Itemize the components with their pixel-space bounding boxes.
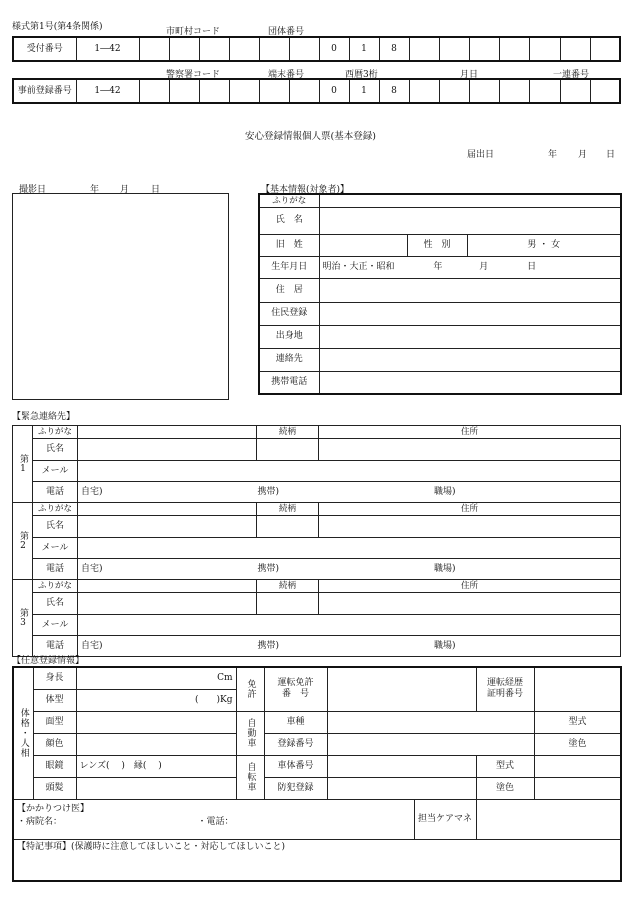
resident-reg-label: 住民登録 [259, 302, 319, 325]
em-home-label: 自宅) [81, 640, 103, 651]
em-relation-label: 続柄 [257, 580, 319, 593]
em-mail-label: メール [33, 538, 78, 559]
basic-name-label: 氏 名 [259, 207, 319, 234]
birthplace-field[interactable] [319, 325, 621, 348]
emergency-group-label: 第2 [13, 503, 33, 580]
digit-cell[interactable] [139, 79, 169, 103]
license-history-label: 運転経歴 証明番号 [476, 667, 534, 711]
city-code-label: 市町村コード [166, 27, 221, 37]
birth-field[interactable] [319, 256, 621, 278]
digit-cell[interactable] [289, 37, 319, 61]
car-label: 自動車 [236, 711, 264, 755]
em-mail-field[interactable] [78, 615, 621, 636]
car-type-label: 車種 [264, 711, 327, 733]
em-relation-field[interactable] [257, 439, 319, 461]
digit-cell[interactable] [289, 79, 319, 103]
em-address-field[interactable] [319, 516, 621, 538]
page-title: 安心登録情報個人票(基本登録) [245, 131, 376, 142]
basic-furigana-label: ふりがな [259, 194, 319, 207]
emergency-group-label: 第3 [13, 580, 33, 657]
submit-day: 日 [606, 150, 616, 160]
em-furigana-label: ふりがな [33, 580, 78, 593]
photo-month: 月 [120, 185, 130, 195]
em-mail-field[interactable] [78, 538, 621, 559]
em-phone-field[interactable] [78, 482, 621, 503]
face-field[interactable] [76, 711, 236, 733]
digit-1: 1 [349, 37, 379, 61]
em-name-label: 氏名 [33, 593, 78, 615]
build-label: 体型 [33, 689, 76, 711]
digit-cell[interactable] [199, 79, 229, 103]
birth-era: 明治・大正・昭和 [322, 261, 395, 272]
digit-cell[interactable] [409, 37, 439, 61]
mobile-label: 携帯電話 [259, 371, 319, 394]
gender-label: 性 別 [407, 234, 467, 256]
frame-no-label: 車体番号 [264, 755, 327, 777]
digit-cell[interactable] [469, 79, 499, 103]
doctor-section: 【かかりつけ医】 [17, 803, 90, 814]
car-color-label: 塗色 [534, 733, 621, 755]
em-furigana-field[interactable] [78, 580, 257, 593]
digit-0: 0 [319, 37, 349, 61]
digit-cell[interactable] [560, 37, 590, 61]
furigana-field[interactable] [319, 194, 621, 207]
doctor-phone-label: ・電話： [197, 817, 234, 827]
license-no-field[interactable] [327, 667, 476, 711]
hospital-label: ・病院名： [17, 817, 58, 827]
photo-year: 年 [90, 185, 100, 195]
crime-reg-label: 防犯登録 [264, 777, 327, 799]
digit-cell[interactable] [590, 37, 620, 61]
photo-date-label: 撮影日 [19, 185, 47, 195]
digit-cell[interactable] [499, 79, 529, 103]
em-phone-field[interactable] [78, 559, 621, 580]
em-address-label: 住所 [319, 503, 621, 516]
em-home-label: 自宅) [81, 563, 103, 574]
em-name-field[interactable] [78, 439, 257, 461]
em-relation-field[interactable] [257, 516, 319, 538]
complexion-label: 顔色 [33, 733, 76, 755]
license-no-label: 運転免許 番 号 [264, 667, 327, 711]
em-address-label: 住所 [319, 580, 621, 593]
optional-section: 【任意登録情報】 [12, 656, 85, 666]
em-phone-label: 電話 [33, 636, 78, 657]
basic-info-table [258, 193, 622, 395]
weight-field[interactable]: ( )Kg [76, 689, 236, 711]
digit-cell[interactable] [199, 37, 229, 61]
digit-cell[interactable] [259, 79, 289, 103]
em-furigana-label: ふりがな [33, 503, 78, 516]
car-type-field[interactable] [327, 711, 534, 733]
digit-1: 1 [349, 79, 379, 103]
gender-value[interactable]: 男 ・ 女 [467, 234, 621, 256]
digit-cell[interactable] [590, 79, 620, 103]
em-address-field[interactable] [319, 439, 621, 461]
doctor-cell[interactable] [13, 799, 414, 839]
serial-number-label: 一連番号 [553, 70, 590, 80]
police-code-label: 警察署コード [166, 70, 221, 80]
digit-cell[interactable] [529, 37, 560, 61]
em-relation-field[interactable] [257, 593, 319, 615]
digit-0: 0 [319, 79, 349, 103]
hair-label: 頭髪 [33, 777, 76, 799]
care-manager-field[interactable] [476, 799, 621, 839]
submit-month: 月 [578, 150, 588, 160]
reception-code: 1―42 [76, 37, 139, 61]
em-phone-field[interactable] [78, 636, 621, 657]
bike-color-label: 塗色 [476, 777, 534, 799]
car-model-label: 型式 [534, 711, 621, 733]
submit-year: 年 [548, 150, 558, 160]
photo-box[interactable] [12, 193, 229, 400]
em-name-field[interactable] [78, 516, 257, 538]
em-work-label: 職場) [434, 563, 456, 574]
digit-cell[interactable] [169, 79, 199, 103]
digit-cell[interactable] [259, 37, 289, 61]
digit-cell[interactable] [560, 79, 590, 103]
digit-cell[interactable] [469, 37, 499, 61]
license-history-field[interactable] [534, 667, 621, 711]
former-name-field[interactable] [319, 234, 407, 256]
digit-cell[interactable] [529, 79, 560, 103]
em-phone-label: 電話 [33, 482, 78, 503]
em-mobile-label: 携帯) [257, 563, 280, 574]
bike-model-label: 型式 [476, 755, 534, 777]
bike-model-field[interactable] [534, 755, 621, 777]
birthplace-label: 出身地 [259, 325, 319, 348]
em-phone-label: 電話 [33, 559, 78, 580]
face-label: 面型 [33, 711, 76, 733]
digit-cell[interactable] [439, 79, 469, 103]
crime-reg-field[interactable] [327, 777, 476, 799]
pre-registration-label: 事前登録番号 [13, 79, 76, 103]
license-label: 免許 [236, 667, 264, 711]
em-address-label: 住所 [319, 426, 621, 439]
height-field[interactable]: Cm [76, 667, 236, 689]
month-day-label: 月日 [460, 70, 479, 80]
em-furigana-field[interactable] [78, 503, 257, 516]
photo-day: 日 [151, 185, 161, 195]
glasses-label: 眼鏡 [33, 755, 76, 777]
reception-number-label: 受付番号 [13, 37, 76, 61]
em-mail-label: メール [33, 461, 78, 482]
em-work-label: 職場) [434, 486, 456, 497]
frame-no-field[interactable] [327, 755, 476, 777]
bike-color-field[interactable] [534, 777, 621, 799]
body-label: 体格・人相 [13, 667, 33, 799]
complexion-field[interactable] [76, 733, 236, 755]
contact-label: 連絡先 [259, 348, 319, 371]
em-mail-field[interactable] [78, 461, 621, 482]
terminal-number-label: 端末番号 [268, 70, 305, 80]
name-field[interactable] [319, 207, 621, 234]
em-relation-label: 続柄 [257, 426, 319, 439]
em-name-label: 氏名 [33, 516, 78, 538]
digit-8: 8 [379, 37, 409, 61]
emergency-table [12, 425, 621, 657]
birth-day: 日 [527, 261, 537, 272]
birth-year: 年 [433, 261, 443, 272]
em-mobile-label: 携帯) [257, 640, 280, 651]
basic-info-section: 【基本情報(対象者)】 [261, 185, 350, 195]
reg-no-field[interactable] [327, 733, 534, 755]
em-mobile-label: 携帯) [257, 486, 280, 497]
form-label: 様式第1号(第4条関係) [12, 22, 103, 32]
reception-number-table [12, 36, 621, 62]
em-relation-label: 続柄 [257, 503, 319, 516]
digit-cell[interactable] [409, 79, 439, 103]
optional-table [12, 666, 622, 882]
digit-cell[interactable] [229, 37, 259, 61]
digit-8: 8 [379, 79, 409, 103]
org-number-label: 団体番号 [268, 27, 305, 37]
em-home-label: 自宅) [81, 486, 103, 497]
bike-label: 自転車 [236, 755, 264, 799]
glasses-field[interactable]: レンズ( ) 縁( ) [76, 755, 236, 777]
hair-field[interactable] [76, 777, 236, 799]
pre-registration-table [12, 78, 621, 104]
contact-field[interactable] [319, 348, 621, 371]
digit-cell[interactable] [229, 79, 259, 103]
year-3digit-label: 西暦3桁 [345, 70, 378, 80]
height-label: 身長 [33, 667, 76, 689]
notes-cell[interactable] [13, 839, 621, 881]
care-manager-label: 担当ケアマネ [414, 799, 476, 839]
em-address-field[interactable] [319, 593, 621, 615]
mobile-field[interactable] [319, 371, 621, 394]
birth-month: 月 [479, 261, 489, 272]
digit-cell[interactable] [169, 37, 199, 61]
pre-registration-code: 1―42 [76, 79, 139, 103]
em-name-label: 氏名 [33, 439, 78, 461]
former-name-label: 旧 姓 [259, 234, 319, 256]
em-furigana-field[interactable] [78, 426, 257, 439]
em-name-field[interactable] [78, 593, 257, 615]
digit-cell[interactable] [139, 37, 169, 61]
digit-cell[interactable] [439, 37, 469, 61]
submit-date-label: 届出日 [467, 150, 495, 160]
digit-cell[interactable] [499, 37, 529, 61]
em-work-label: 職場) [434, 640, 456, 651]
reg-no-label: 登録番号 [264, 733, 327, 755]
birth-label: 生年月日 [259, 256, 319, 278]
em-mail-label: メール [33, 615, 78, 636]
em-furigana-label: ふりがな [33, 426, 78, 439]
notes-section: 【特記事項】(保護時に注意してほしいこと・対応してほしいこと) [17, 841, 286, 852]
emergency-group-label: 第1 [13, 426, 33, 503]
residence-label: 住 居 [259, 278, 319, 302]
residence-field[interactable] [319, 278, 621, 302]
emergency-section: 【緊急連絡先】 [12, 412, 76, 422]
resident-reg-field[interactable] [319, 302, 621, 325]
